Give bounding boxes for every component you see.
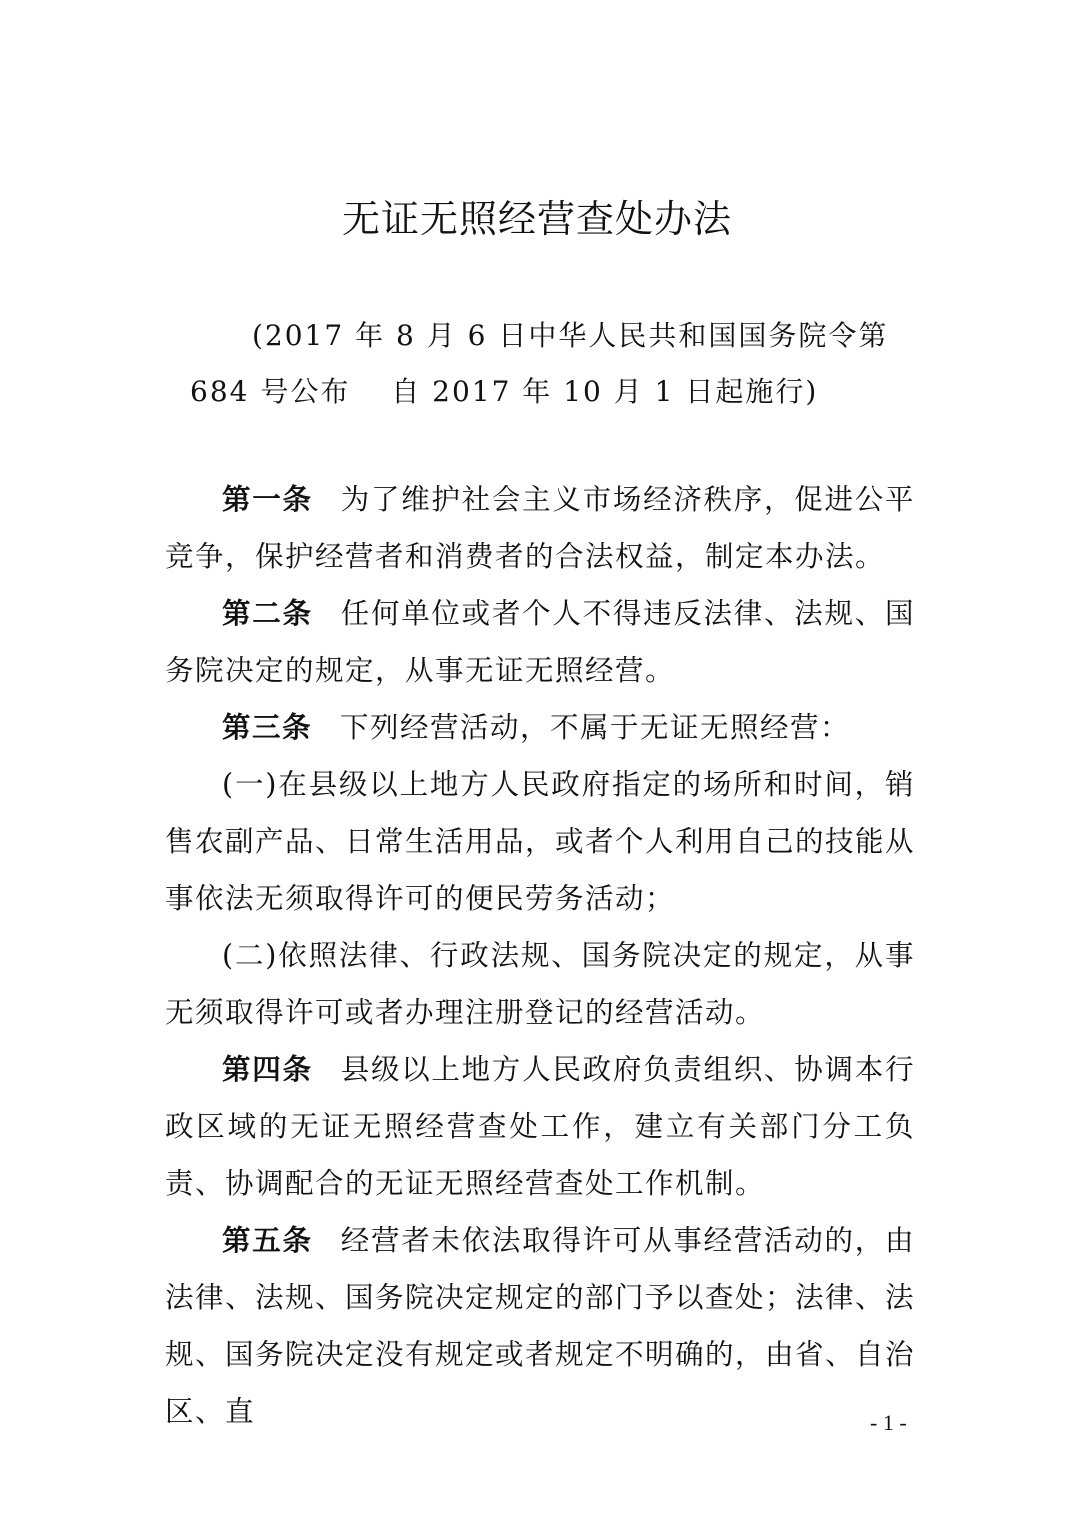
document-title: 无证无照经营查处办法	[341, 197, 732, 241]
article-text: 经营者未依法取得许可从事经营活动的，由法律、法规、国务院决定规定的部门予以查处；法律、法规、国务院决定没有规定或者规定不明确的，由省、自治区、直	[165, 1224, 916, 1428]
article-text: 县级以上地方人民政府负责组织、协调本行政区域的无证无照经营查处工作，建立有关部门分工负责、协调配合的无证无照经营查处工作机制。	[165, 1053, 915, 1200]
article-text: 为了维护社会主义市场经济秩序，促进公平竞争，保护经营者和消费者的合法权益，制定本办法。	[165, 483, 915, 573]
item-text: (二)依照法律、行政法规、国务院决定的规定，从事无须取得许可或者办理注册登记的经营活动。	[165, 939, 915, 1029]
paragraph-article-4	[165, 1041, 915, 1212]
page-number: - 1 -	[870, 1410, 907, 1435]
paragraph-article-1	[165, 471, 915, 585]
article-text: 任何单位或者个人不得违反法律、法规、国务院决定的规定，从事无证无照经营。	[165, 597, 915, 687]
paragraph-article-3	[165, 699, 915, 756]
article-label: 第四条	[222, 1053, 313, 1086]
article-text: 下列经营活动，不属于无证无照经营：	[340, 711, 851, 744]
paragraph-item-2	[165, 927, 915, 1041]
paragraph-article-5	[165, 1212, 915, 1440]
document-subtitle: (2017 年 8 月 6 日中华人民共和国国务院令第 684 号公布 自 2017 年 10 月 1 日起施行)	[190, 319, 889, 408]
article-label: 第一条	[222, 483, 313, 516]
article-label: 第三条	[222, 711, 313, 744]
paragraph-article-2	[165, 585, 915, 699]
article-label: 第五条	[222, 1224, 313, 1257]
document-body	[165, 471, 915, 1440]
article-label: 第二条	[222, 597, 313, 630]
paragraph-item-1	[165, 756, 915, 927]
item-text: (一)在县级以上地方人民政府指定的场所和时间，销售农副产品、日常生活用品，或者个人利用自己的技能从事依法无须取得许可的便民劳务活动；	[165, 768, 916, 915]
